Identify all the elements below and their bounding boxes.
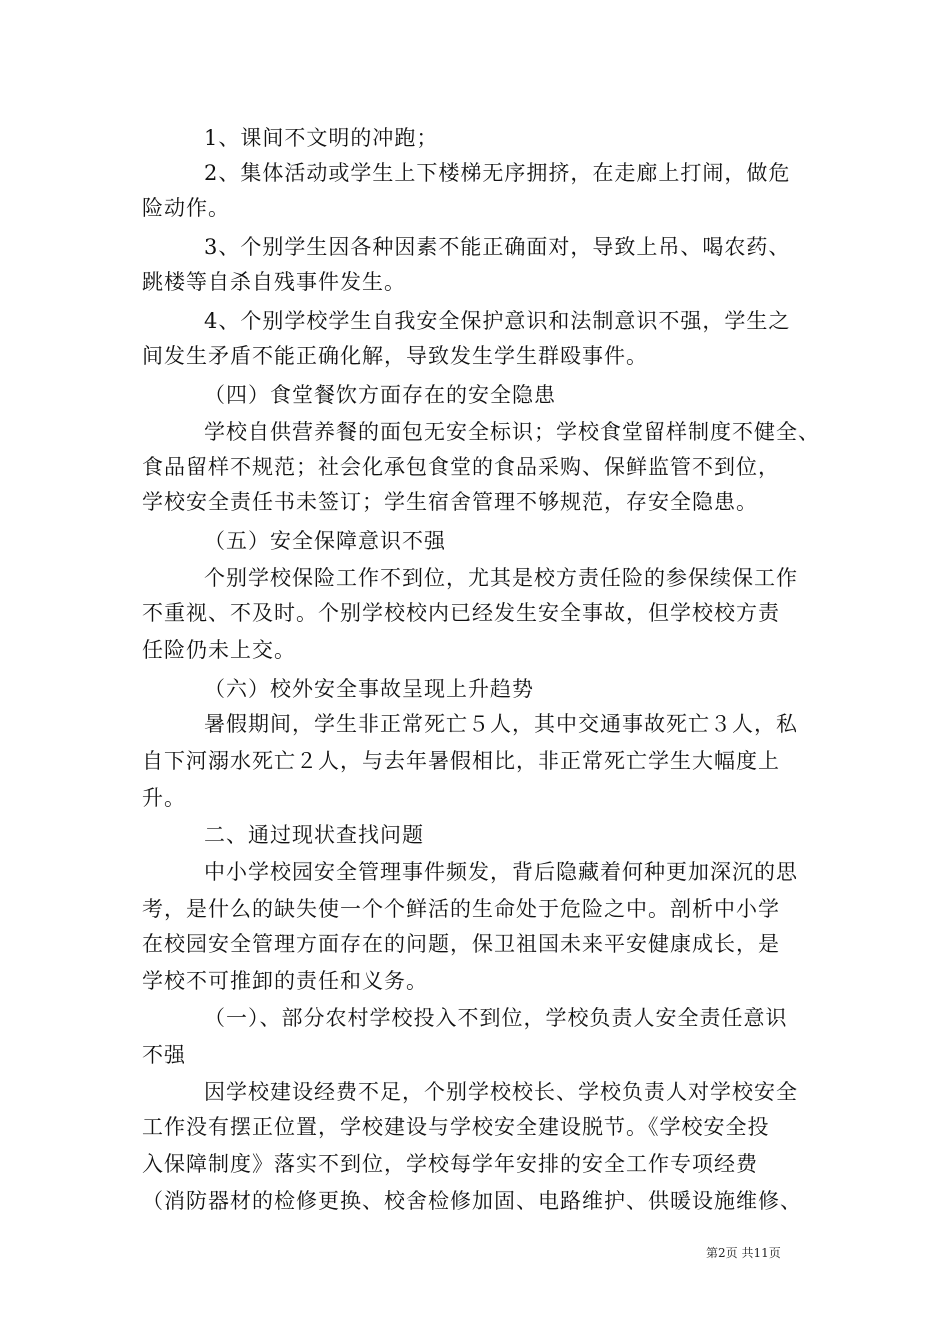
text-line: 1、课间不文明的冲跑；: [204, 126, 439, 150]
section-heading: （一）、部分农村学校投入不到位，学校负责人安全责任意识: [204, 1006, 788, 1030]
text-line: 不重视、不及时。个别学校校内已经发生安全事故，但学校校方责: [142, 601, 780, 625]
text-line: 险动作。: [142, 196, 230, 220]
text-line: （消防器材的检修更换、校舍检修加固、电路维护、供暖设施维修、: [142, 1189, 802, 1213]
text-line: 考，是什么的缺失使一个个鲜活的生命处于危险之中。剖析中小学: [142, 897, 780, 921]
section-heading: （六）校外安全事故呈现上升趋势: [204, 677, 534, 701]
text-line: 自下河溺水死亡２人，与去年暑假相比，非正常死亡学生大幅度上: [142, 749, 780, 773]
text-line: 学校不可推卸的责任和义务。: [142, 969, 428, 993]
text-line: 间发生矛盾不能正确化解，导致发生学生群殴事件。: [142, 344, 648, 368]
text-line: 3、个别学生因各种因素不能正确面对，导致上吊、喝农药、: [204, 235, 791, 259]
text-line: 学校自供营养餐的面包无安全标识；学校食堂留样制度不健全、: [204, 420, 820, 444]
section-heading: （四）食堂餐饮方面存在的安全隐患: [204, 383, 556, 407]
text-line: 工作没有摆正位置，学校建设与学校安全建设脱节。《学校安全投: [142, 1115, 770, 1139]
text-line: 不强: [142, 1043, 186, 1067]
text-line: 中小学校园安全管理事件频发，背后隐藏着何种更加深沉的思: [204, 860, 798, 884]
text-line: 2、集体活动或学生上下楼梯无序拥挤，在走廊上打闹，做危: [204, 161, 791, 185]
text-line: 个别学校保险工作不到位，尤其是校方责任险的参保续保工作: [204, 566, 798, 590]
text-line: 入保障制度》落实不到位，学校每学年安排的安全工作专项经费: [142, 1152, 758, 1176]
text-line: 升。: [142, 786, 186, 810]
text-line: 学校安全责任书未签订；学生宿舍管理不够规范，存安全隐患。: [142, 490, 758, 514]
text-line: 4、个别学校学生自我安全保护意识和法制意识不强，学生之: [204, 309, 791, 333]
text-line: 食品留样不规范；社会化承包食堂的食品采购、保鲜监管不到位，: [142, 455, 780, 479]
text-line: 暑假期间，学生非正常死亡５人，其中交通事故死亡３人，私: [204, 712, 798, 736]
section-heading: （五）安全保障意识不强: [204, 529, 446, 553]
text-line: 跳楼等自杀自残事件发生。: [142, 270, 406, 294]
text-line: 在校园安全管理方面存在的问题，保卫祖国未来平安健康成长，是: [142, 932, 780, 956]
text-line: 因学校建设经费不足，个别学校校长、学校负责人对学校安全: [204, 1080, 798, 1104]
section-heading: 二、通过现状查找问题: [204, 823, 424, 847]
page-number: 第2页 共11页: [706, 1246, 781, 1260]
text-line: 任险仍未上交。: [142, 638, 296, 662]
